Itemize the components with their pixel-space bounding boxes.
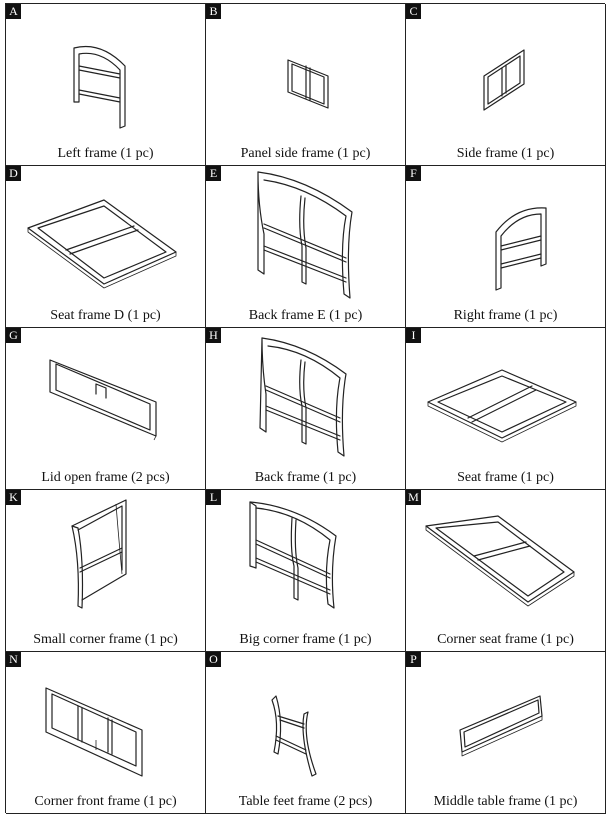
part-cell-a bbox=[6, 4, 206, 166]
part-cell-p bbox=[406, 652, 606, 814]
seat-frame-illustration bbox=[406, 328, 606, 490]
back-frame-illustration bbox=[206, 328, 406, 490]
part-letter: A bbox=[6, 4, 21, 19]
part-cell-m bbox=[406, 490, 606, 652]
seat-frame-d-illustration bbox=[6, 166, 206, 328]
part-letter: B bbox=[206, 4, 221, 19]
part-caption: Corner seat frame (1 pc) bbox=[437, 632, 574, 647]
middle-table-frame-illustration bbox=[406, 652, 606, 814]
left-frame-illustration bbox=[6, 4, 206, 166]
part-letter: F bbox=[406, 166, 421, 181]
part-cell-c bbox=[406, 4, 606, 166]
lid-open-frame-illustration bbox=[6, 328, 206, 490]
part-cell-l bbox=[206, 490, 406, 652]
table-feet-frame-illustration bbox=[206, 652, 406, 814]
part-letter: M bbox=[406, 490, 421, 505]
big-corner-frame-illustration bbox=[206, 490, 406, 652]
part-caption: Left frame (1 pc) bbox=[57, 146, 154, 161]
part-caption: Corner front frame (1 pc) bbox=[34, 794, 177, 809]
side-frame-illustration bbox=[406, 4, 606, 166]
part-caption: Seat frame D (1 pc) bbox=[50, 308, 161, 323]
part-letter: G bbox=[6, 328, 21, 343]
part-cell-g bbox=[6, 328, 206, 490]
part-cell-k bbox=[6, 490, 206, 652]
part-caption: Side frame (1 pc) bbox=[456, 146, 555, 161]
part-caption: Lid open frame (2 pcs) bbox=[41, 470, 170, 485]
part-letter: D bbox=[6, 166, 21, 181]
corner-seat-frame-illustration bbox=[406, 490, 606, 652]
panel-side-frame-illustration bbox=[206, 4, 406, 166]
part-cell-o bbox=[206, 652, 406, 814]
part-caption: Table feet frame (2 pcs) bbox=[238, 794, 373, 809]
right-frame-illustration bbox=[406, 166, 606, 328]
part-letter: E bbox=[206, 166, 221, 181]
part-caption: Right frame (1 pc) bbox=[453, 308, 558, 323]
back-frame-e-illustration bbox=[206, 166, 406, 328]
part-caption: Small corner frame (1 pc) bbox=[33, 632, 178, 647]
part-caption: Seat frame (1 pc) bbox=[457, 470, 554, 485]
part-letter: O bbox=[206, 652, 221, 667]
part-letter: N bbox=[6, 652, 21, 667]
part-letter: H bbox=[206, 328, 221, 343]
part-letter: K bbox=[6, 490, 21, 505]
part-caption: Back frame E (1 pc) bbox=[248, 308, 363, 323]
part-letter: I bbox=[406, 328, 421, 343]
parts-grid bbox=[5, 3, 605, 813]
small-corner-frame-illustration bbox=[6, 490, 206, 652]
part-letter: L bbox=[206, 490, 221, 505]
part-cell-f bbox=[406, 166, 606, 328]
part-cell-n bbox=[6, 652, 206, 814]
part-cell-i bbox=[406, 328, 606, 490]
corner-front-frame-illustration bbox=[6, 652, 206, 814]
part-cell-h bbox=[206, 328, 406, 490]
part-letter: P bbox=[406, 652, 421, 667]
part-cell-b bbox=[206, 4, 406, 166]
part-caption: Big corner frame (1 pc) bbox=[239, 632, 372, 647]
part-caption: Back frame (1 pc) bbox=[254, 470, 357, 485]
part-caption: Panel side frame (1 pc) bbox=[240, 146, 371, 161]
part-cell-d bbox=[6, 166, 206, 328]
part-letter: C bbox=[406, 4, 421, 19]
part-cell-e bbox=[206, 166, 406, 328]
part-caption: Middle table frame (1 pc) bbox=[433, 794, 578, 809]
